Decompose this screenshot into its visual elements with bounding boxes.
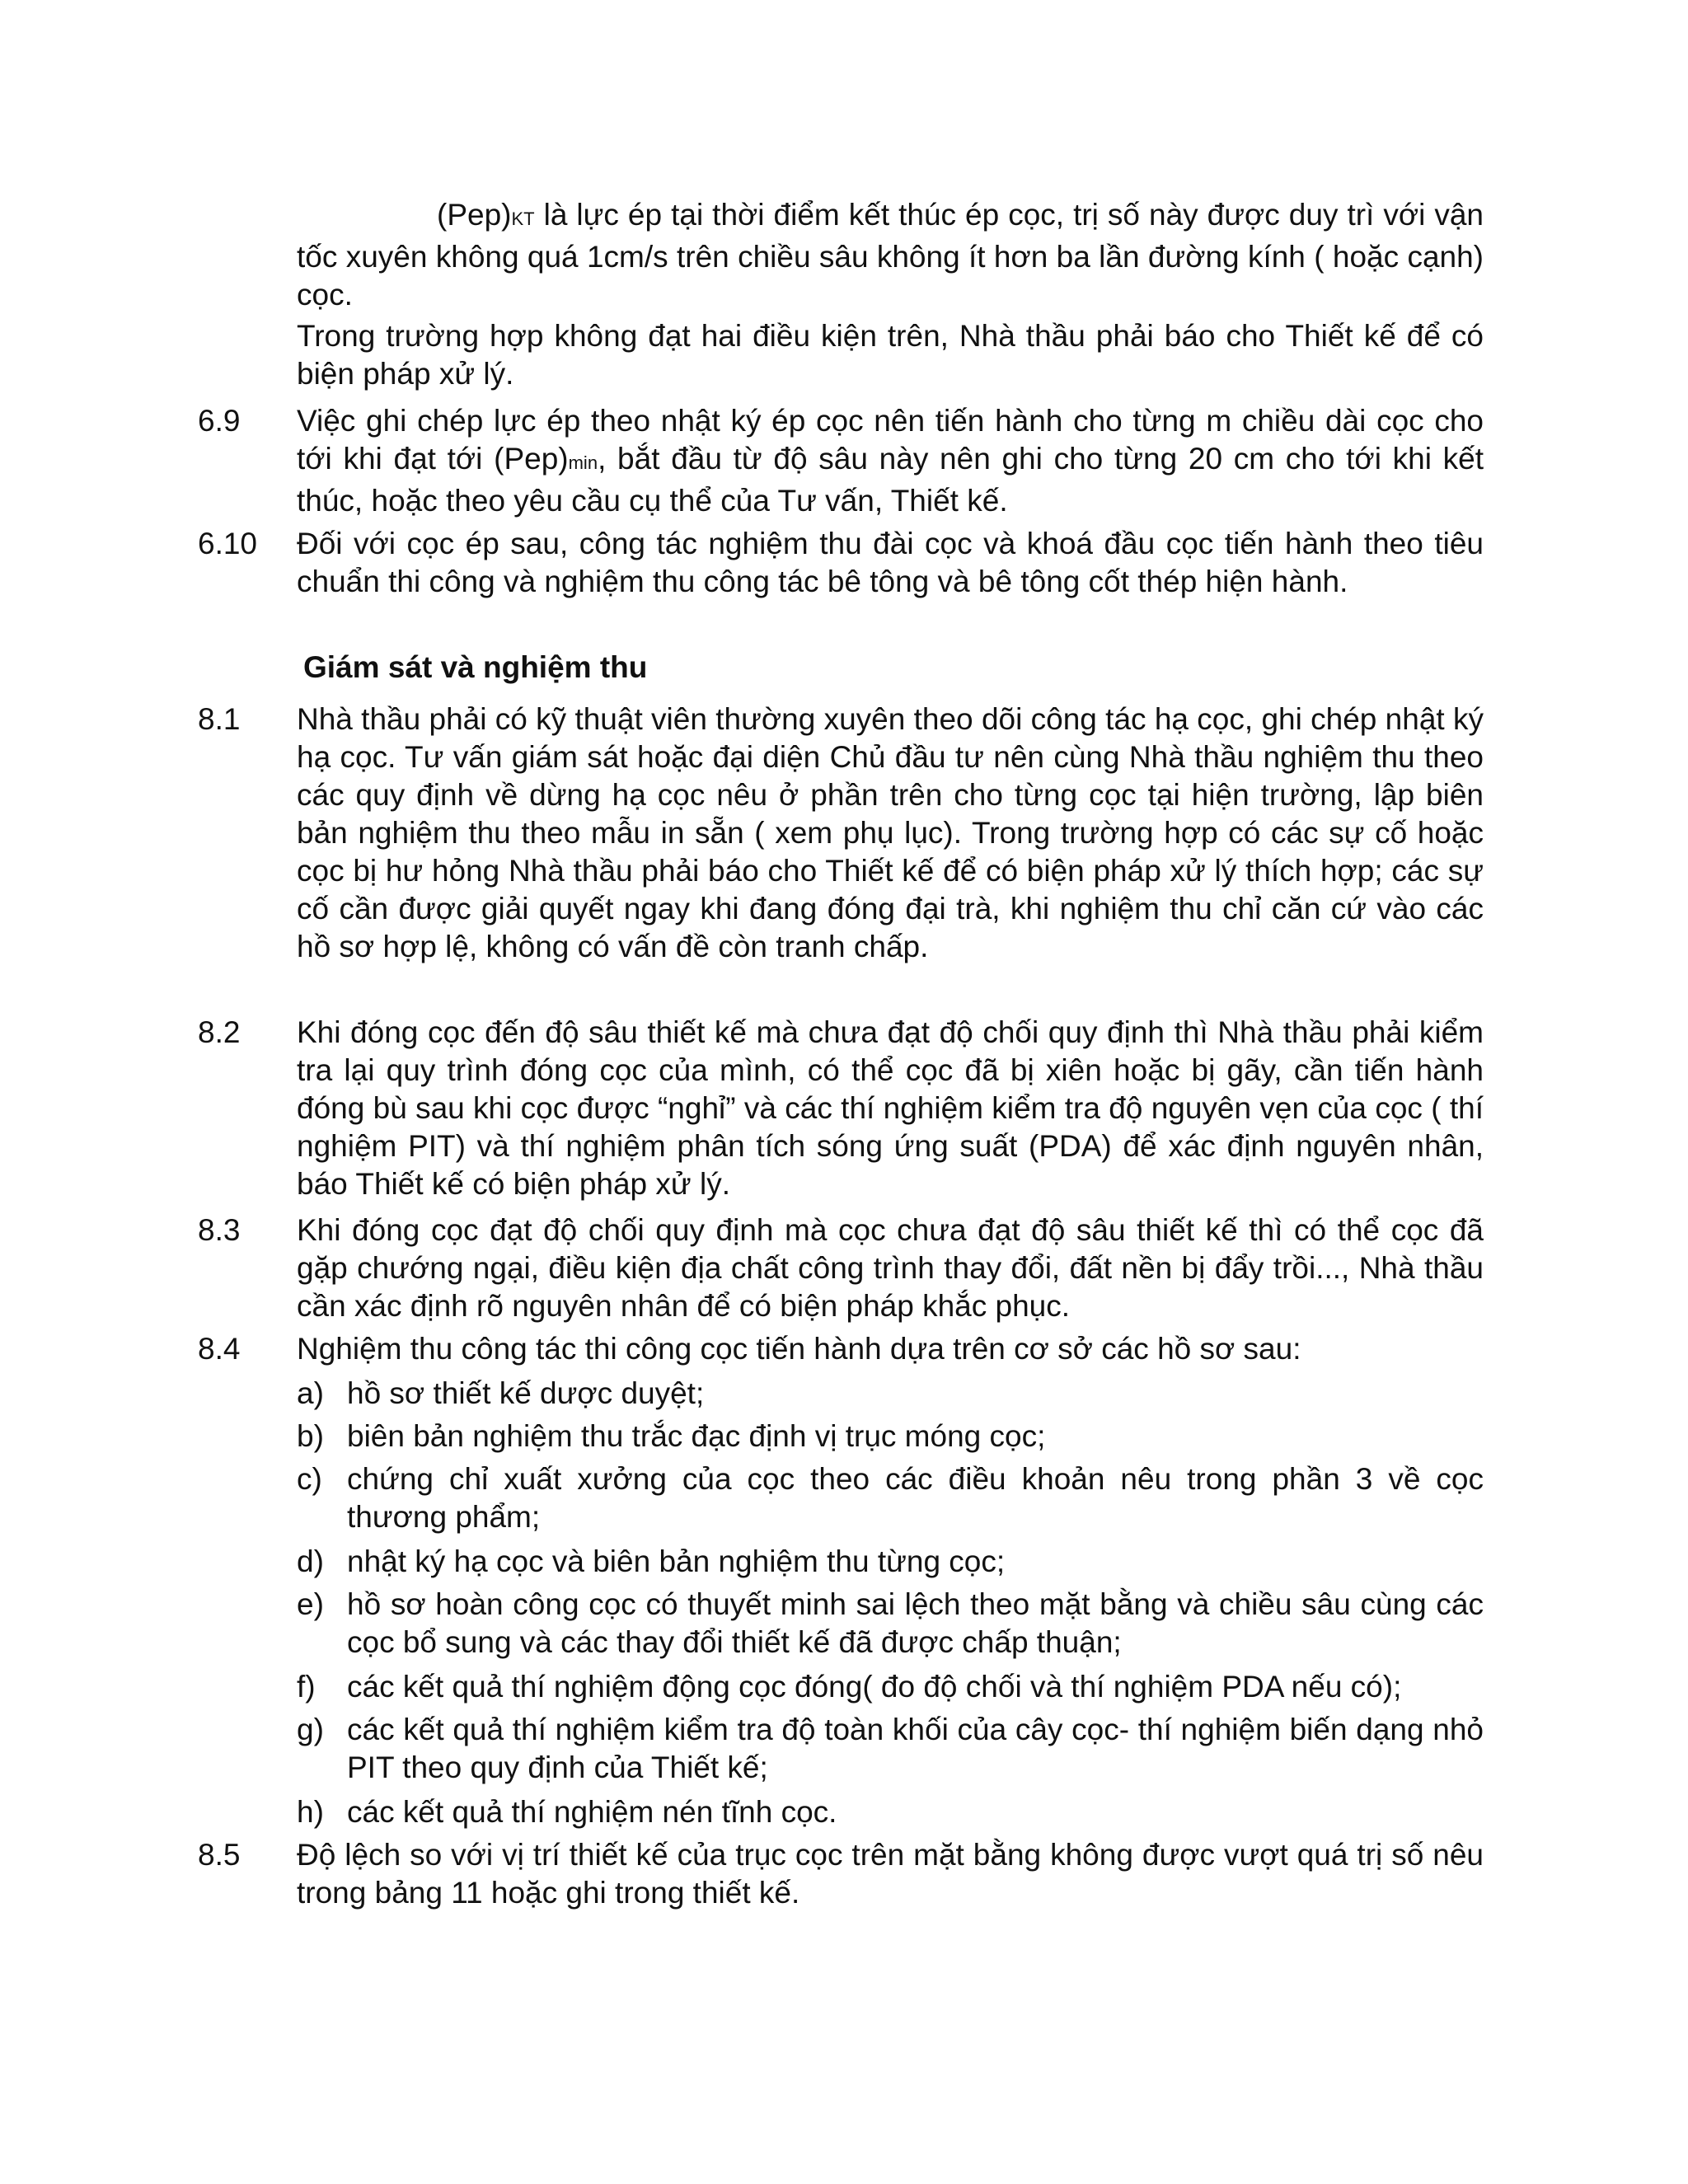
list-item-text: hồ sơ thiết kế dược duyệt; (347, 1376, 705, 1410)
list-item-text: chứng chỉ xuất xưởng của cọc theo các điều khoản nêu trong phần 3 về cọc thương phẩm; (347, 1462, 1484, 1534)
section-6-10-text: Đối với cọc ép sau, công tác nghiệm thu đài cọc và khoá đầu cọc tiến hành theo tiêu chuẩn thi công và nghiệm thu công tác bê tông và bê tông cốt thép hiện hành. (297, 527, 1484, 598)
section-8-3-text: Khi đóng cọc đạt độ chối quy định mà cọc chưa đạt độ sâu thiết kế thì có thể cọc đã gặp chướng ngại, điều kiện địa chất công trình thay đổi, đất nền bị đẩy trồi..., Nhà thầu cần xác định rõ nguyên nhân để có biện pháp khắc phục. (297, 1213, 1484, 1323)
section-number-6-10: 6.10 (198, 527, 258, 560)
section-6-9-text: Việc ghi chép lực ép theo nhật ký ép cọc nên tiến hành cho từng m chiều dài cọc cho tới khi đạt tới (Pep)min, bắt đầu từ độ sâu này nên ghi cho từng 20 cm cho tới khi kết thúc, hoặc theo yêu cầu cụ thể của Tư vấn, Thiết kế. (297, 404, 1484, 518)
intro-definition: (Pep)KT là lực ép tại thời điểm kết thúc ép cọc, trị số này được duy trì với vận tốc xuyên không quá 1cm/s trên chiều sâu không ít hơn ba lần đường kính ( hoặc cạnh) cọc. (297, 198, 1484, 312)
intro-note: Trong trường hợp không đạt hai điều kiện trên, Nhà thầu phải báo cho Thiết kế để có biện pháp xử lý. (297, 319, 1484, 391)
list-label: b) (297, 1419, 324, 1453)
section-8-5-text: Độ lệch so với vị trí thiết kế của trục cọc trên mặt bằng không được vượt quá trị số nêu trong bảng 11 hoặc ghi trong thiết kế. (297, 1838, 1484, 1910)
section-number-8-3: 8.3 (198, 1213, 241, 1247)
section-8-4-text: Nghiệm thu công tác thi công cọc tiến hành dựa trên cơ sở các hồ sơ sau: (297, 1332, 1301, 1366)
list-label: a) (297, 1376, 324, 1410)
section-8-1-text: Nhà thầu phải có kỹ thuật viên thường xuyên theo dõi công tác hạ cọc, ghi chép nhật ký hạ cọc. Tư vấn giám sát hoặc đại diện Chủ đầu tư nên cùng Nhà thầu nghiệm thu theo các quy định về dừng hạ cọc nêu ở phần trên cho từng cọc tại hiện trường, lập biên bản nghiệm thu theo mẫu in sẵn ( xem phụ lục). Trong trường hợp có các sự cố hoặc cọc bị hư hỏng Nhà thầu phải báo cho Thiết kế để có biện pháp xử lý thích hợp; các sự cố cần được giải quyết ngay khi đang đóng đại trà, khi nghiệm thu chỉ căn cứ vào các hồ sơ hợp lệ, không có vấn đề còn tranh chấp. (297, 702, 1484, 963)
list-item-text: nhật ký hạ cọc và biên bản nghiệm thu từng cọc; (347, 1544, 1006, 1578)
section-number-8-1: 8.1 (198, 702, 241, 736)
section-number-8-5: 8.5 (198, 1838, 241, 1872)
list-item-text: các kết quả thí nghiệm nén tĩnh cọc. (347, 1795, 837, 1829)
list-item-text: các kết quả thí nghiệm kiểm tra độ toàn khối của cây cọc- thí nghiệm biến dạng nhỏ PIT theo quy định của Thiết kế; (347, 1713, 1484, 1784)
list-label: f) (297, 1670, 316, 1704)
pep-kt-symbol: (Pep)KT (437, 198, 535, 232)
section-number-8-4: 8.4 (198, 1332, 241, 1366)
section-heading: Giám sát và nghiệm thu (303, 650, 648, 684)
list-label: e) (297, 1587, 324, 1621)
list-label: d) (297, 1544, 324, 1578)
list-label: c) (297, 1462, 322, 1496)
list-label: h) (297, 1795, 324, 1829)
list-item-text: hồ sơ hoàn công cọc có thuyết minh sai lệch theo mặt bằng và chiều sâu cùng các cọc bổ sung và các thay đổi thiết kế đã được chấp thuận; (347, 1587, 1484, 1659)
section-8-2-text: Khi đóng cọc đến độ sâu thiết kế mà chưa đạt độ chối quy định thì Nhà thầu phải kiểm tra lại quy trình đóng cọc của mình, có thể cọc đã bị xiên hoặc bị gãy, cần tiến hành đóng bù sau khi cọc được “nghỉ” và các thí nghiệm kiểm tra độ nguyên vẹn của cọc ( thí nghiệm PIT) và thí nghiệm phân tích sóng ứng suất (PDA) để xác định nguyên nhân, báo Thiết kế có biện pháp xử lý. (297, 1015, 1484, 1201)
section-number-6-9: 6.9 (198, 404, 241, 438)
list-label: g) (297, 1713, 324, 1746)
list-item-text: các kết quả thí nghiệm động cọc đóng( đo độ chối và thí nghiệm PDA nếu có); (347, 1670, 1402, 1704)
list-item-text: biên bản nghiệm thu trắc đạc định vị trục móng cọc; (347, 1419, 1046, 1453)
section-number-8-2: 8.2 (198, 1015, 241, 1049)
